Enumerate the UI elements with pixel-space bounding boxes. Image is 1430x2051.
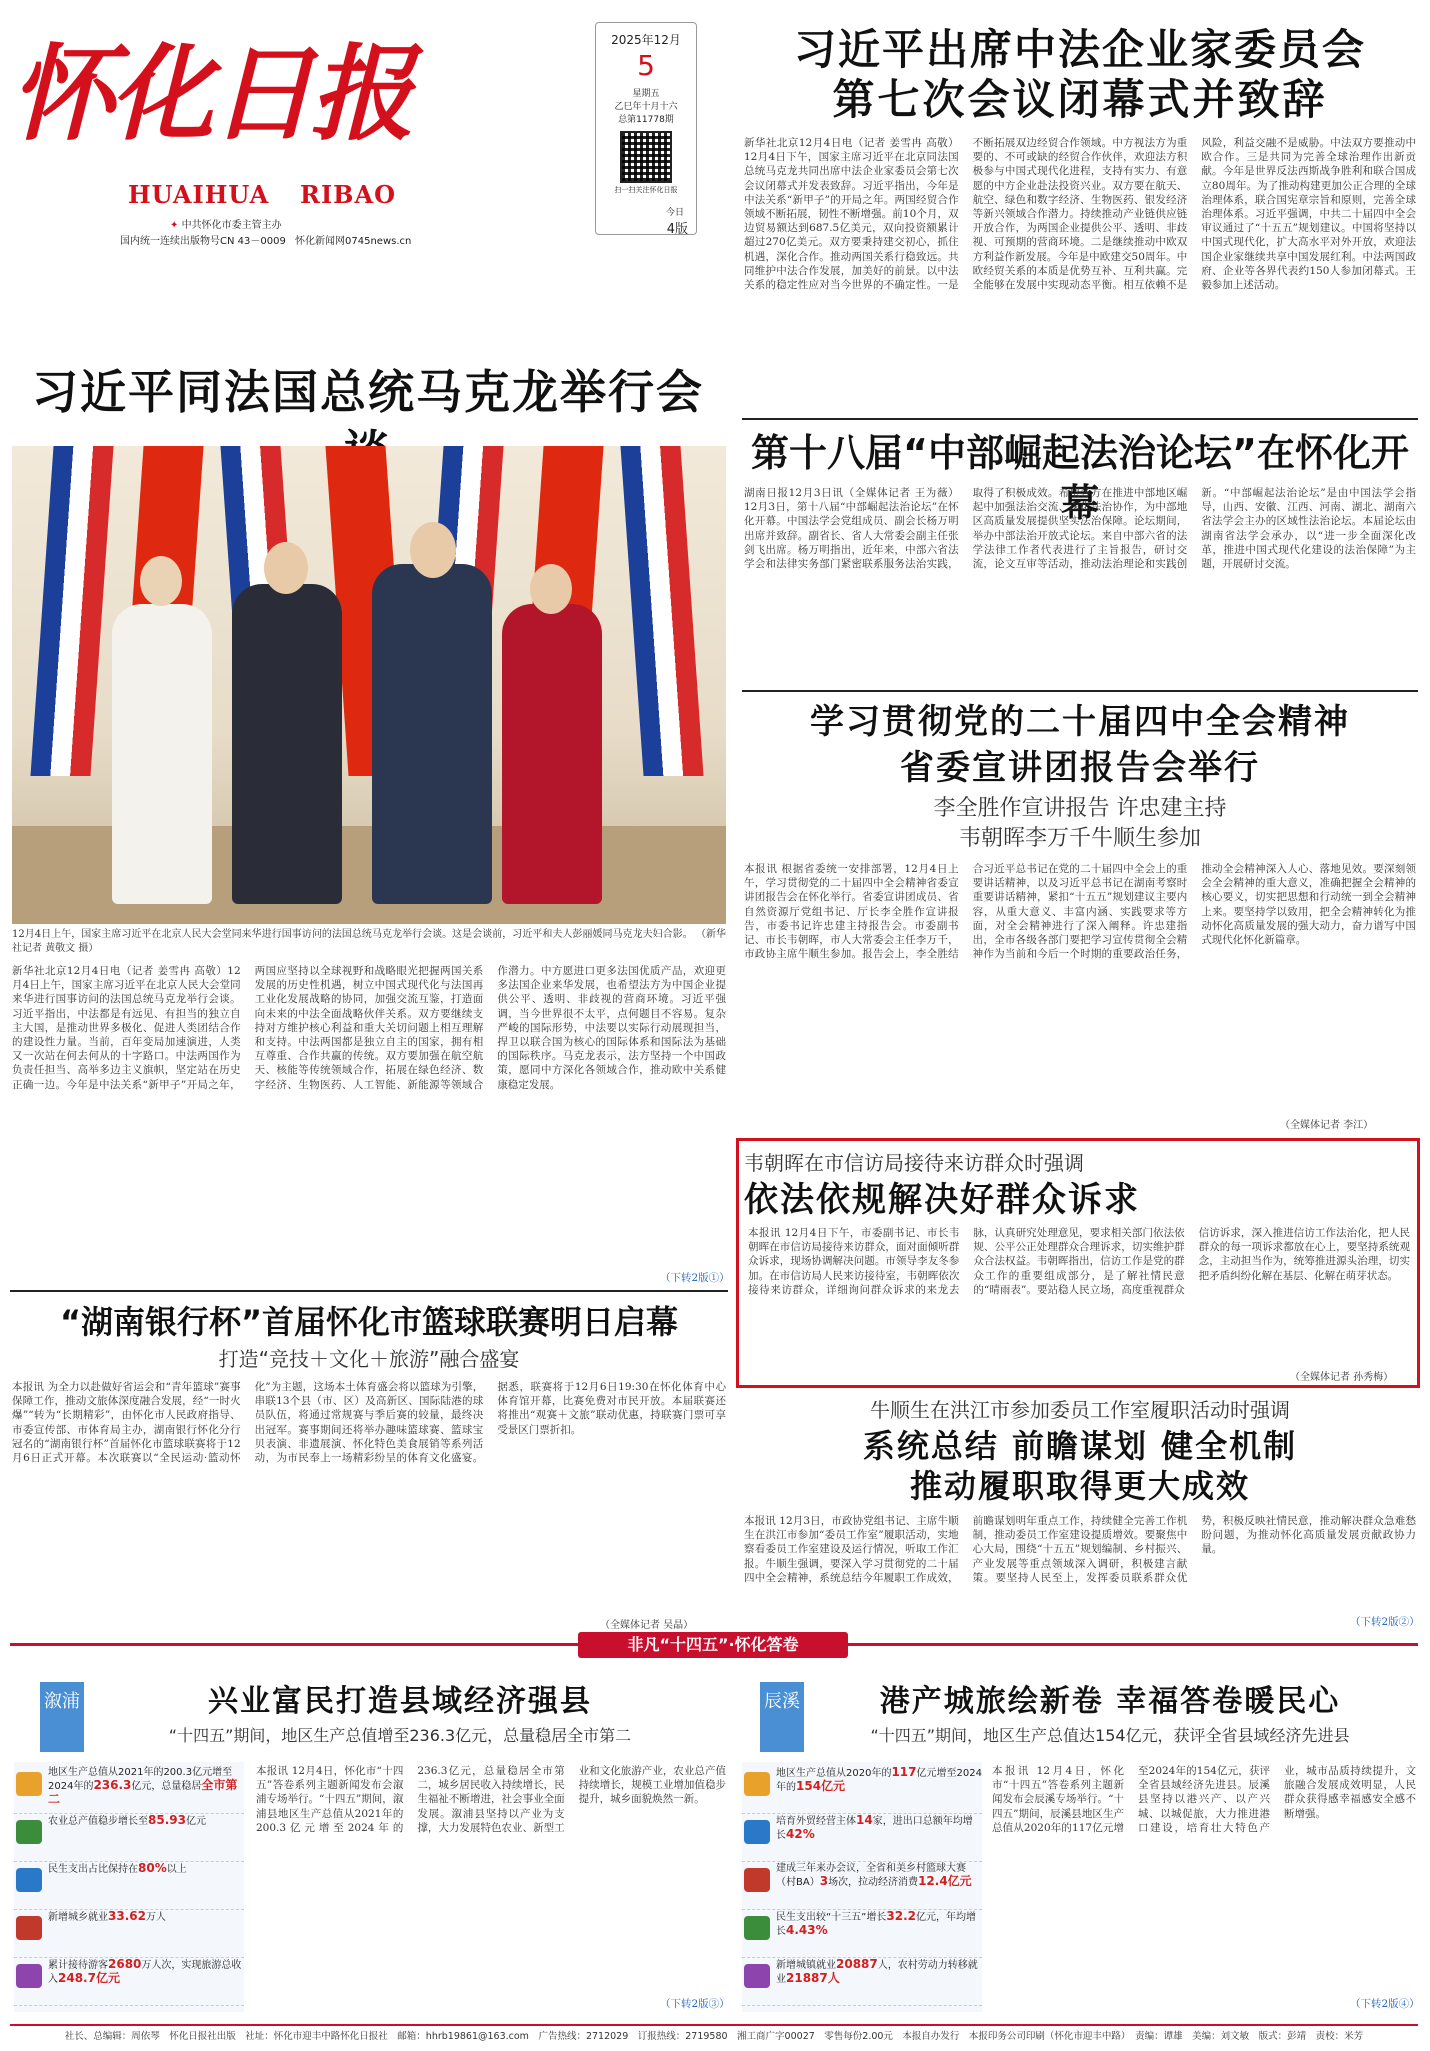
- stat-text: 亿元增至2024年的: [776, 1768, 982, 1793]
- banner: [578, 1632, 848, 1658]
- stat-text: 民生支出较“十三五”增长: [776, 1912, 887, 1923]
- stat-value: 85.93: [148, 1813, 186, 1827]
- stat-item: [742, 1862, 982, 1910]
- stat-value: 12.4亿元: [918, 1874, 972, 1888]
- stat-text: 亿元，年均增长: [776, 1912, 976, 1937]
- county-name: 辰溪: [764, 1691, 800, 1712]
- stat-value: 33.62: [108, 1909, 146, 1923]
- stat-icon: [744, 1964, 770, 1988]
- headline-niu-2: 推动履职取得更大成效: [909, 1467, 1250, 1505]
- stat-icon: [744, 1772, 770, 1796]
- stat-text: 以上: [166, 1864, 187, 1875]
- stat-text: 地区生产总值从2021年的200.3亿元增至2024年的: [48, 1767, 233, 1792]
- stat-item: [14, 1862, 244, 1910]
- stat-text: 培育外贸经营主体: [776, 1816, 856, 1827]
- stat-text: 民生支出占比保持在: [48, 1864, 138, 1875]
- subtitle-basketball: 打造“竞技＋文化＋旅游”融合盛宴: [218, 1347, 520, 1371]
- article-lecture-body: 本报讯 根据省委统一安排部署，12月4日上午，学习贯彻党的二十届四中全会精神省委宣讲团报告会在怀化举行。省委宣讲团成员、省自然资源厅党组书记、厅长李全胜作宣讲报告，市委书记许忠建主持报告会。市委副书记、市长韦朝晖，市人大常委会主任李万千，市政协主席牛顺生参加。报告会上，李全胜结合习近平总书记在党的二十届四中全会上的重要讲话精神，以及习近平总书记在湖南考察时重要讲话精神，紧扣“十五五”规划建议主要内容，从重大意义、丰富内涵、实践要求等方面，对全会精神进行了深入阐释。许忠建指出，全市各级各部门要把学习宣传贯彻全会精神作为当前和今后一个时期的重要政治任务，推动全会精神深入人心、落地见效。要深刻领会全会精神的重大意义，准确把握全会精神的核心要义，切实把思想和行动统一到全会精神上来。要坚持学以致用，把全会精神转化为推动怀化高质量发展的强大动力，奋力谱写中国式现代化怀化新篇章。: [744, 863, 1416, 961]
- date-year-month: 2025年12月: [611, 33, 681, 47]
- article-niu-body: 本报讯 12月3日，市政协党组书记、主席牛顺生在洪江市参加“委员工作室”履职活动，实地察看委员工作室建设及运行情况，听取工作汇报。牛顺生强调，要深入学习贯彻党的二十届四中全会精神，系统总结今年履职工作成效，前瞻谋划明年重点工作，持续健全完善工作机制，推动委员工作室建设提质增效。要聚焦中心大局，围绕“十五五”规划编制、乡村振兴、产业发展等重点领域深入调研，积极建言献策。要坚持人民至上，发挥委员联系群众优势，积极反映社情民意，推动解决群众急难愁盼问题，为推动怀化高质量发展贡献政协力量。: [744, 1515, 1416, 1584]
- today-pages: 4版: [666, 222, 688, 237]
- caption-credit: （新华社记者 黄敬文 摄）: [12, 929, 726, 954]
- masthead: [10, 8, 440, 247]
- stat-icon: [744, 1820, 770, 1844]
- logo-pinyin-left: HUAIHUA: [128, 180, 270, 209]
- stat-text: 万人次，实现旅游总收入: [48, 1960, 242, 1985]
- person-dark-suit: [232, 584, 342, 904]
- stat-icon: [744, 1916, 770, 1940]
- lecture-author: （全媒体记者 李江）: [1280, 1120, 1374, 1131]
- lunar-date: 乙巳年十月十六: [614, 102, 678, 112]
- issue-number: 总第11778期: [618, 115, 674, 125]
- article-forum-body: 湖南日报12月3日讯（全媒体记者 王为薇）12月3日，第十八届“中部崛起法治论坛”在怀化开幕。中国法学会党组成员、副会长杨万明出席并致辞。副省长、省人大常委会副主任张剑飞出席。杨万明指出，近年来，中部六省法学会和法律实务部门紧密联系服务法治实践，取得了积极成效。希望各方在推进中部地区崛起中加强法治交流、深化法治协作，为中部地区高质量发展提供坚实法治保障。论坛期间，举办中部法治开放式论坛。来自中部六省的法学法律工作者代表进行了主旨报告，研讨交流，论文互审等活动，推动法治理论和实践创新。“中部崛起法治论坛”是由中国法学会指导，山西、安徽、江西、河南、湖北、湖南六省法学会主办的区域性法治论坛。本届论坛由湖南省法学会承办，以“进一步全面深化改革，推进中国式现代化建设的法治保障”为主题，开展研讨交流。: [744, 487, 1416, 571]
- chenxi-continue-link[interactable]: （下转2版④）: [1350, 1998, 1420, 2010]
- person-head: [264, 542, 308, 594]
- petition-author: （全媒体记者 孙秀梅）: [1290, 1372, 1394, 1383]
- stat-value: 32.2: [886, 1909, 916, 1923]
- divider: [742, 418, 1418, 420]
- stat-value: 全市第二: [48, 1778, 238, 1806]
- xupu-continue-link[interactable]: （下转2版③）: [660, 1998, 730, 2010]
- divider: [10, 1290, 728, 1292]
- stat-icon: [16, 1868, 42, 1892]
- stat-value: 248.7亿元: [58, 1971, 120, 1985]
- stat-icon: [16, 1916, 42, 1940]
- publisher: 中共怀化市委主管主办: [181, 220, 282, 231]
- article-lead-body: 新华社北京12月4日电（记者 姜雪冉 高敬）12月4日上午，国家主席习近平在北京人民大会堂同来华进行国事访问的法国总统马克龙举行会谈。习近平指出，中法都是有远见、有担当的独立自主大国，是推动世界多极化、促进人类团结合作的建设性力量。当前，百年变局加速演进，人类又一次站在何去何从的十字路口。中法两国作为负责任担当、高举多边主义旗帜，坚定站在历史正确一边。今年是中法关系“新甲子”开局之年，两国应坚持以全球视野和战略眼光把握两国关系发展的历史性机遇，树立中国式现代化与法国再工业化发展战略的协同，加强交流互鉴，打造面向未来的中法全面战略伙伴关系。双方要继续支持对方维护核心利益和重大关切问题上相互理解和支持。中法两国都是独立自主的国家，拥有相互尊重、合作共赢的传统。双方要加强在航空航天、核能等传统领域合作，拓展在绿色经济、数字经济、生物医药、人工智能、新能源等领域合作潜力。中方愿进口更多法国优质产品，欢迎更多法国企业来华发展，也希望法方为中国企业提供公平、透明、非歧视的营商环境。习近平强调，当今世界很不太平，点何题目不容易。复杂严峻的国际形势，中法要以实际行动展现担当，捍卫以联合国为核心的国际体系和国际法为基础的国际秩序。马克龙表示，法方坚持一个中国政策，愿同中方深化各领域合作，推动欧中关系健康稳定发展。: [12, 965, 726, 1091]
- stat-icon: [16, 1820, 42, 1844]
- party-emblem-icon: ✦: [170, 220, 179, 231]
- logo-pinyin-right: RIBAO: [300, 180, 396, 209]
- article-chenxi-body: 本报讯 12月4日，怀化市“十四五”答卷系列主题新闻发布会辰溪专场举行。“十四五”期间，辰溪县地区生产总值从2020年的117亿元增至2024年的154亿元，获评全省县域经济先进县。辰溪县坚持以港兴产、以产兴城、以城促旅，大力推进港口建设，培育壮大特色产业，城市品质持续提升，文旅融合发展成效明显，人民群众获得感幸福感安全感不断增强。: [992, 1765, 1416, 1834]
- stat-item: [14, 1910, 244, 1958]
- stat-text: 农业总产值稳步增长至: [48, 1816, 148, 1827]
- date-day: 5: [637, 49, 655, 82]
- county-name: 溆浦: [44, 1691, 80, 1712]
- subtitle-lecture-2: 韦朝晖李万千牛顺生参加: [958, 826, 1201, 851]
- headline-enterprise: 习近平出席中法企业家委员会: [793, 25, 1366, 74]
- website-text: 怀化新闻网0745news.cn: [295, 236, 412, 247]
- cn-number: [120, 232, 411, 247]
- newspaper-logo: 怀化日报: [10, 32, 411, 155]
- lead-continue-link[interactable]: （下转2版①）: [660, 1272, 730, 1284]
- niu-kicker: 牛顺生在洪江市参加委员工作室履职活动时强调: [870, 1398, 1290, 1422]
- cn-number-text: 国内统一连续出版物号CN 43－0009: [120, 236, 286, 247]
- stat-icon: [744, 1868, 770, 1892]
- headline-petition: 依法依规解决好群众诉求: [744, 1180, 1140, 1220]
- stat-text: 人，农村劳动力转移就业: [776, 1960, 978, 1985]
- publisher-line: [170, 216, 282, 231]
- stat-text: 家，进出口总额年均增长: [776, 1816, 973, 1841]
- stat-text: 建成三年来办会议，全省和美乡村篮球大赛（村BA）: [776, 1863, 966, 1888]
- stat-value: 42%: [786, 1827, 815, 1841]
- stat-text: 地区生产总值从2020年的: [776, 1768, 892, 1779]
- stat-text: 新增城乡就业: [48, 1912, 108, 1923]
- headline-lecture-1: 学习贯彻党的二十届四中全会精神: [810, 702, 1350, 742]
- stat-item: [742, 1910, 982, 1958]
- caption-text: 12月4日上午，国家主席习近平在北京人民大会堂同来华进行国事访问的法国总统马克龙举行会谈。这是会谈前，习近平和夫人彭丽媛同马克龙夫妇合影。: [12, 929, 693, 940]
- stat-item: [742, 1958, 982, 2006]
- stat-text: 万人: [145, 1912, 166, 1923]
- stat-icon: [16, 1772, 42, 1796]
- weekday: 星期五: [632, 89, 660, 99]
- headline-chenxi: 港产城旅绘新卷 幸福答卷暖民心: [879, 1684, 1341, 1719]
- headline-xupu: 兴业富民打造县域经济强县: [208, 1684, 592, 1719]
- person-white-suit: [112, 604, 212, 904]
- subtitle-chenxi: “十四五”期间，地区生产总值达154亿元，获评全省县域经济先进县: [870, 1726, 1350, 1745]
- stat-value: 80%: [138, 1861, 167, 1875]
- stat-item: [742, 1814, 982, 1862]
- stat-text: 累计接待游客: [48, 1960, 108, 1971]
- stat-value: 20887: [836, 1957, 878, 1971]
- stat-text: 亿元，总量稳居: [131, 1781, 202, 1792]
- person-head: [410, 522, 456, 578]
- date-box: [595, 22, 697, 235]
- headline-lead: 习近平同法国总统马克龙举行会: [32, 365, 704, 419]
- stat-value: 21887人: [786, 1971, 840, 1985]
- lead-photo-caption: [12, 928, 726, 958]
- stat-value: 236.3: [93, 1778, 132, 1792]
- county-badge-xupu: [40, 1682, 84, 1752]
- headline-forum: 第十八届“中部崛起法治论坛”在怀化开幕: [751, 431, 1409, 525]
- stat-text: 亿元: [185, 1816, 206, 1827]
- xupu-stats: [14, 1762, 244, 2012]
- qr-code-icon: [620, 131, 672, 183]
- county-badge-chenxi: [760, 1682, 804, 1752]
- chenxi-stats: [742, 1762, 982, 2012]
- divider: [742, 690, 1418, 692]
- person-red-dress: [502, 604, 602, 904]
- footer-rule: [10, 2024, 1418, 2026]
- headline-niu-1: 系统总结 前瞻谋划 健全机制: [862, 1427, 1298, 1465]
- person-head: [140, 556, 182, 606]
- stat-value: 4.43%: [786, 1923, 828, 1937]
- today-label: 今日: [665, 208, 684, 218]
- banner-text: 非凡“十四五”·怀化答卷: [627, 1635, 799, 1654]
- stat-text: 新增城镇就业: [776, 1960, 836, 1971]
- basketball-author: （全媒体记者 吴晶）: [600, 1620, 694, 1631]
- headline-enterprise-2: 第七次会议闭幕式并致辞: [832, 75, 1328, 124]
- stat-value: 117: [891, 1765, 917, 1779]
- headline-basketball: “湖南银行杯”首届怀化市篮球联赛明日启幕: [59, 1303, 679, 1341]
- footer-info: 社长、总编辑：周依琴 怀化日报社出版 社址：怀化市迎丰中路怀化日报社 邮箱：hhrb19861@163.com 广告热线：2712029 订报热线：2719580 湘工商广字00027 零售每份2.00元 本报自办发行 本报印务公司印刷（怀化市迎丰中路） 责编：谭雄 美编：刘文敏 版式：彭靖 责校：米芳: [64, 2031, 1364, 2042]
- qr-caption: 扫一扫关注怀化日报: [614, 186, 678, 194]
- stat-item: [742, 1766, 982, 1814]
- flag-france: [30, 446, 113, 776]
- article-petition-body: 本报讯 12月4日下午，市委副书记、市长韦朝晖在市信访局接待来访群众，面对面倾听群众诉求，现场协调解决问题。市领导李友冬参加。在市信访局人民来访接待室，韦朝晖依次接待来访群众，详细询问群众诉求的来龙去脉，认真研究处理意见，要求相关部门依法依规、公平公正处理群众合理诉求，切实维护群众合法权益。韦朝晖指出，信访工作是党的群众工作的重要组成部分，是了解社情民意的“晴雨表”。要站稳人民立场，高度重视群众信访诉求，深入推进信访工作法治化，把人民群众的每一项诉求都放在心上，要坚持系统观念，主动担当作为，统筹推进源头治理，切实把矛盾纠纷化解在基层、化解在萌芽状态。: [748, 1227, 1410, 1296]
- petition-kicker: 韦朝晖在市信访局接待来访群众时强调: [744, 1151, 1084, 1175]
- subtitle-xupu: “十四五”期间，地区生产总值增至236.3亿元，总量稳居全市第二: [168, 1726, 632, 1745]
- stat-value: 3: [819, 1874, 829, 1888]
- stat-item: [14, 1958, 244, 2006]
- stat-item: [14, 1766, 244, 1814]
- article-enterprise-body: 新华社北京12月4日电（记者 姜雪冉 高敬） 12月4日下午，国家主席习近平在北京同法国总统马克龙共同出席中法企业家委员会第七次会议闭幕式并发表致辞。习近平指出，今年是中法关系“新甲子”的开局之年。两国经贸合作领域不断拓展，韧性不断增强。前10个月，双边贸易额达到687.5亿美元，双向投资额累计超过270亿美元。双方要秉持建交初心，抓住机遇，深化合作。推动两国关系行稳致远。共同维护中法合作发展，加美好的前景。以中法关系的稳定性应对当今世界的不确定性。一是不断拓展双边经贸合作领域。中方视法方为重要的、不可或缺的经贸合作伙伴，欢迎法方积极参与中国式现代化进程，支持有实力、有意愿的中方企业赴法投资兴业。双方要在航天、航空、绿色和数字经济、生物医药、银发经济等新兴领域合作潜力。持续推动产业链供应链开放合作，为两国企业提供公平、透明、非歧视、可预期的营商环境。二是继续推动中欧双方利益作新发展。今年是中欧建交50周年。中欧经贸关系的本质是优势互补、互利共赢。完全能够在发展中实现动态平衡。相互依赖不是风险，利益交融不是威胁。中法双方要推动中欧合作。三是共同为完善全球治理作出新贡献。今年是世界反法西斯战争胜利和联合国成立80周年。为了推动构建更加公正合理的全球治理体系，联合国宪章宗旨和原则，完善全球治理体系。习近平强调，中共二十届四中全会审议通过了“十五五”规划建议。中国将坚持以中国式现代化，扩大高水平对外开放，欢迎法国企业家继续共享中国发展红利。中法两国政府、企业等各界代表约150人参加闭幕式。王毅参加上述活动。: [744, 137, 1416, 292]
- stat-icon: [16, 1964, 42, 1988]
- stat-item: [14, 1814, 244, 1862]
- subtitle-lecture-1: 李全胜作宣讲报告 许忠建主持: [933, 796, 1227, 821]
- lead-photo: [12, 446, 726, 924]
- person-navy-suit: [372, 564, 492, 904]
- stat-value: 154亿元: [796, 1779, 846, 1793]
- stat-text: 场次，拉动经济消费: [828, 1877, 919, 1888]
- article-xupu-body: 本报讯 12月4日，怀化市“十四五”答卷系列主题新闻发布会溆浦专场举行。“十四五”期间，溆浦县地区生产总值从2021年的200.3亿元增至2024年的236.3亿元，总量稳居全市第二，城乡居民收入持续增长，民生福祉不断增进，社会事业全面发展。溆浦县坚持以产业为支撑，大力发展特色农业、新型工业和文化旅游产业，农业总产值持续增长，规模工业增加值稳步提升，城乡面貌焕然一新。: [256, 1765, 726, 1834]
- stat-value: 2680: [108, 1957, 142, 1971]
- stat-value: 14: [856, 1813, 873, 1827]
- person-head: [530, 564, 572, 614]
- headline-lecture-2: 省委宣讲团报告会举行: [900, 748, 1260, 788]
- article-basketball-body: 本报讯 为全力以赴做好省运会和“青年篮球”赛事保障工作，推动文旅体深度融合发展，经“一时火爆”“转为“长期精彩”，由怀化市人民政府指导、市委宣传部、市体育局主办，湖南银行怀化分行冠名的“湖南银行杯”首届怀化市篮球联赛将于12月6日正式开幕。本次联赛以“全民运动·篮动怀化”为主题，这场本土体育盛会将以篮球为引擎，串联13个县（市、区）及高新区、国际陆港的球员队伍，将通过常规赛与季后赛的较量，最终决出冠军。赛事期间还将举办趣味篮球赛、篮球宝贝表演、非遗展演、怀化特色美食展销等系列活动，为市民奉上一场精彩纷呈的体育文化盛宴。据悉，联赛将于12月6日19:30在怀化体育中心体育馆开幕，比赛免费对市民开放。本届联赛还将推出“观赛＋文旅”联动优惠，持联赛门票可享受景区门票折扣。: [12, 1381, 726, 1465]
- niu-continue-link[interactable]: （下转2版②）: [1350, 1616, 1420, 1628]
- flag-france: [620, 446, 703, 776]
